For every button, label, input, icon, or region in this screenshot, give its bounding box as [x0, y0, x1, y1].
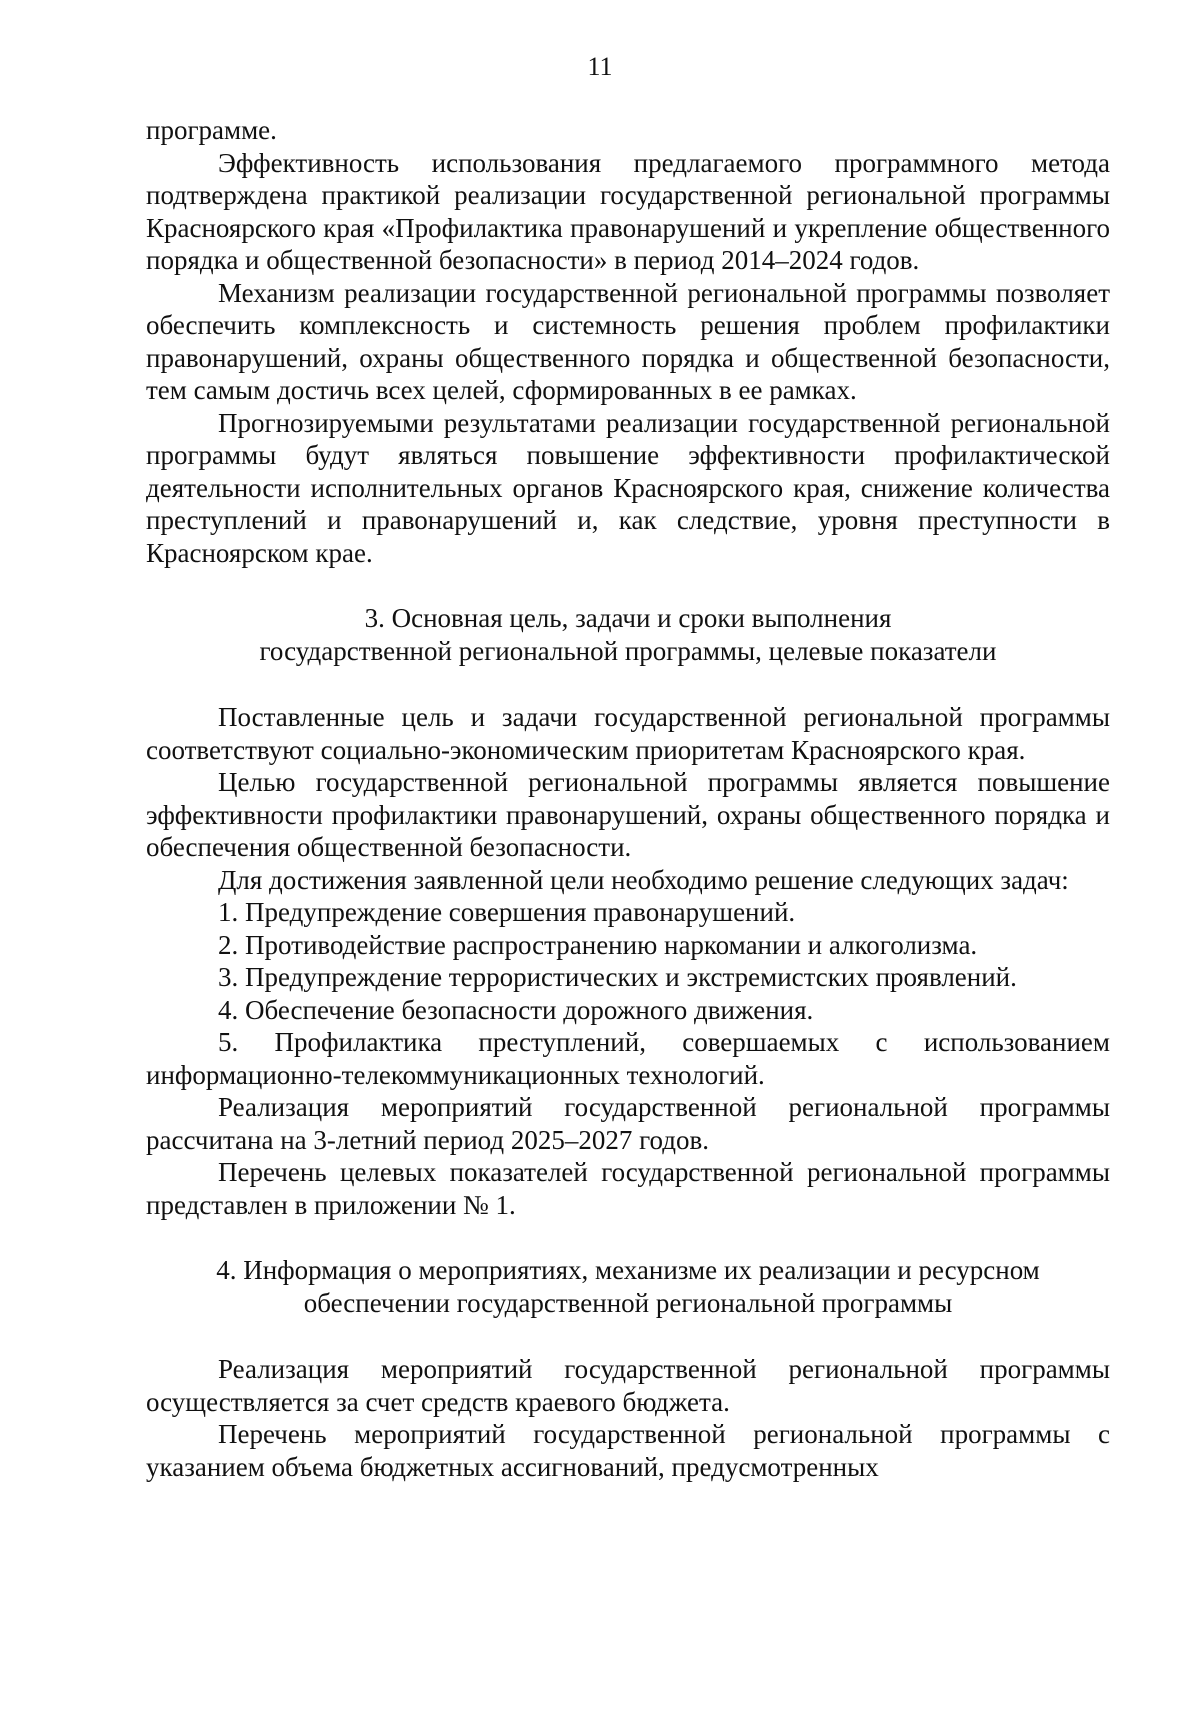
- paragraph-expected-results: Прогнозируемыми результатами реализации государственной региональной программы будут являться повышение эффективности профилактической деятельности исполнительных органов Красноярского края, снижение количества преступлений и правонарушений и, как следствие, уровня преступности в Красноярском крае.: [146, 407, 1110, 568]
- spacer: [146, 1221, 1110, 1254]
- paragraph-mechanism: Механизм реализации государственной региональной программы позволяет обеспечить комплексность и системность решения проблем профилактики правонарушений, охраны общественного порядка и общественной безопасности, тем самым достичь всех целей, сформированных в ее рамках.: [146, 277, 1110, 405]
- paragraph-goals-priorities: Поставленные цель и задачи государственной региональной программы соответствуют социально-экономическим приоритетам Красноярского края.: [146, 702, 1110, 765]
- paragraph-funding: Реализация мероприятий государственной региональной программы осуществляется за счет средств краевого бюджета.: [146, 1354, 1110, 1417]
- paragraph-indicators: Перечень целевых показателей государственной региональной программы представлен в приложении № 1.: [146, 1157, 1110, 1220]
- section-4-heading-line-2: обеспечении государственной региональной программы: [303, 1287, 953, 1318]
- section-3-heading-line-1: 3. Основная цель, задачи и сроки выполнения: [364, 603, 892, 633]
- task-item-1: 1. Предупреждение совершения правонарушений.: [218, 897, 796, 927]
- paragraph-program-goal: Целью государственной региональной программы является повышение эффективности профилактики правонарушений, охраны общественного порядка и обеспечения общественной безопасности.: [146, 767, 1110, 862]
- paragraph-period: Реализация мероприятий государственной региональной программы рассчитана на 3-летний период 2025–2027 годов.: [146, 1092, 1110, 1155]
- page-number: 11: [587, 52, 613, 81]
- task-item-4: 4. Обеспечение безопасности дорожного движения.: [218, 994, 814, 1025]
- section-4-heading-line-1: 4. Информация о мероприятиях, механизме их реализации и ресурсном: [216, 1255, 1040, 1285]
- task-item-3: 3. Предупреждение террористических и экстремистских проявлений.: [218, 962, 1017, 992]
- task-item-2: 2. Противодействие распространению наркомании и алкоголизма.: [218, 929, 978, 960]
- paragraph-activities-list: Перечень мероприятий государственной региональной программы с указанием объема бюджетных ассигнований, предусмотренных: [146, 1419, 1110, 1482]
- paragraph-tasks-intro: Для достижения заявленной цели необходимо решение следующих задач:: [218, 864, 1069, 895]
- task-item-5: 5. Профилактика преступлений, совершаемых с использованием информационно-телекоммуникационных технологий.: [146, 1027, 1110, 1090]
- paragraph-effectiveness: Эффективность использования предлагаемого программного метода подтверждена практикой реализации государственной региональной программы Красноярского края «Профилактика правонарушений и укрепление общественного порядка и общественной безопасности» в период 2014–2024 годов.: [146, 147, 1110, 275]
- section-3-heading-line-2: государственной региональной программы, целевые показатели: [259, 635, 997, 666]
- spacer: [146, 1319, 1110, 1353]
- paragraph-continuation: программе.: [146, 115, 277, 145]
- spacer: [146, 569, 1110, 602]
- document-body: [146, 114, 1110, 1483]
- spacer: [146, 667, 1110, 701]
